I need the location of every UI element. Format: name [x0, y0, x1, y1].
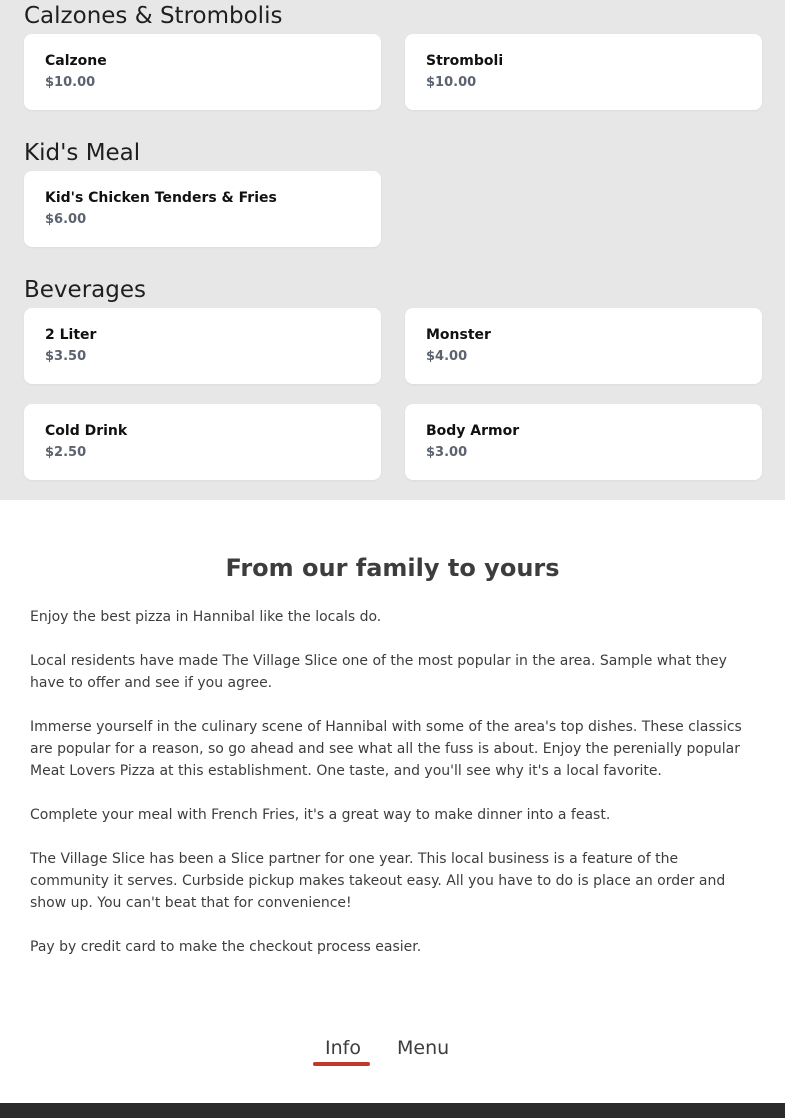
menu-item-card-calzone[interactable]	[24, 34, 381, 110]
footer-bar	[0, 1103, 785, 1118]
menu-item-name: Body Armor	[426, 423, 520, 439]
menu-item-price: $2.50	[45, 445, 87, 460]
menu-section	[0, 0, 785, 500]
menu-item-card-kids-chicken-tenders[interactable]	[24, 171, 381, 247]
menu-item-name: Monster	[426, 327, 491, 343]
menu-item-card-monster[interactable]	[405, 308, 762, 384]
about-paragraph: Enjoy the best pizza in Hannibal like the locals do.	[30, 609, 382, 625]
about-paragraph: Pay by credit card to make the checkout process easier.	[30, 939, 422, 955]
about-heading: From our family to yours	[225, 554, 560, 582]
menu-item-name: Kid's Chicken Tenders & Fries	[45, 190, 277, 206]
section-title-kids-meal: Kid's Meal	[24, 140, 141, 166]
menu-item-name: Stromboli	[426, 53, 504, 69]
menu-item-price: $6.00	[45, 212, 87, 227]
menu-item-name: Calzone	[45, 53, 107, 69]
menu-item-name: Cold Drink	[45, 423, 128, 439]
bottom-tab-bar	[0, 1034, 785, 1074]
tab-info[interactable]: Info	[325, 1037, 361, 1059]
menu-item-price: $10.00	[45, 75, 96, 90]
section-title-calzones: Calzones & Strombolis	[24, 3, 283, 29]
menu-item-card-stromboli[interactable]	[405, 34, 762, 110]
about-paragraph: The Village Slice has been a Slice partner for one year. This local business is a feature of the community it serves. Curbside pickup makes takeout easy. All you have to do is place an order and show up. You can't beat that for convenience!	[30, 851, 726, 911]
menu-item-price: $4.00	[426, 349, 468, 364]
about-paragraph: Complete your meal with French Fries, it's a great way to make dinner into a feast.	[30, 807, 611, 823]
menu-item-card-2-liter[interactable]	[24, 308, 381, 384]
about-paragraph: Immerse yourself in the culinary scene of Hannibal with some of the area's top dishes. These classics are popular for a reason, so go ahead and see what all the fuss is about. Enjoy the perenially popular Meat Lovers Pizza at this establishment. One taste, and you'll see why it's a local favorite.	[30, 719, 742, 779]
menu-item-card-cold-drink[interactable]	[24, 404, 381, 480]
menu-item-price: $3.50	[45, 349, 87, 364]
section-title-beverages: Beverages	[24, 277, 146, 303]
about-paragraph: Local residents have made The Village Slice one of the most popular in the area. Sample what they have to offer and see if you agree.	[30, 653, 727, 691]
tab-menu[interactable]: Menu	[397, 1037, 450, 1059]
menu-item-price: $3.00	[426, 445, 468, 460]
menu-item-card-body-armor[interactable]	[405, 404, 762, 480]
active-tab-indicator	[313, 1062, 370, 1066]
menu-item-price: $10.00	[426, 75, 477, 90]
menu-item-name: 2 Liter	[45, 327, 97, 343]
